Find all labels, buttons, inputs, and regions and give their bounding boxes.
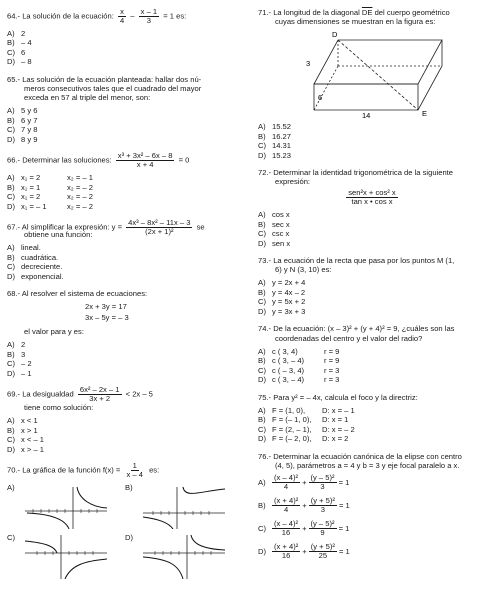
- question-66: [7, 152, 239, 211]
- option-d[interactable]: D) 8 y 9: [7, 134, 38, 144]
- options: [7, 416, 239, 454]
- fraction: $\frac{\text{sen²x + cos² x}}{\text{tan x • cos x}}$: [348, 188, 396, 207]
- question-stem: 67.- Al simplificar la expresión: y = $\frac{\text{4x³ – 8x² – 11x – 3}}{\text{(2x + 1)²}}$ se obtiene una función:: [7, 218, 205, 239]
- option-d[interactable]: D) – 8: [7, 57, 32, 67]
- height-label: 3: [306, 59, 311, 69]
- option-c[interactable]: C) 14.31: [258, 141, 292, 151]
- option-b[interactable]: B) 6 y 7: [7, 115, 38, 125]
- length-label: 14: [362, 111, 371, 119]
- option-c[interactable]: C) x₁ = 2 x₂ = – 2: [7, 192, 93, 202]
- left-column: [7, 8, 239, 587]
- question-74: [258, 324, 486, 384]
- vertex-e-label: E: [422, 109, 428, 119]
- fraction: $\frac{x}{4}$: [119, 7, 125, 25]
- hyperbola-graph-c: [21, 533, 111, 579]
- question-71: [258, 8, 486, 160]
- option-d[interactable]: D) y = 3x + 3: [258, 306, 306, 316]
- option-b[interactable]: B) sec x: [258, 219, 290, 229]
- question-stem: 74.- De la ecuación: (x – 3)² + (y + 4)² = 9, ¿cuáles son las coordenadas del centro y el valor del radio?: [258, 324, 455, 343]
- option-c[interactable]: C) decreciente.: [7, 262, 63, 272]
- hyperbola-graph-a: [21, 483, 111, 529]
- option-b[interactable]: B) 16.27: [258, 131, 292, 141]
- option-b[interactable]: B): [125, 483, 233, 529]
- option-c[interactable]: C) csc x: [258, 229, 290, 239]
- hyperbola-graph-b: [139, 483, 229, 529]
- option-d[interactable]: D) $\frac{\text{(x + 4)²}}{16}$ + $\frac{\text{(y + 5)²}}{25}$ = 1: [258, 541, 350, 560]
- question-stem: 70.- La gráfica de la función f(x) = $\frac{1}{x - 4}$ es:: [7, 461, 160, 480]
- question-stem: 75.- Para y² = – 4x, calcula el foco y la directriz:: [258, 392, 418, 402]
- option-c[interactable]: C) – 2: [7, 359, 32, 369]
- graph-options: [7, 483, 239, 579]
- fraction: $\frac{\text{4x³ – 8x² – 11x – 3}}{\text{(2x + 1)²}}$: [128, 218, 191, 236]
- option-a[interactable]: A) 15.52: [258, 122, 292, 132]
- option-a[interactable]: A): [7, 483, 115, 529]
- option-c[interactable]: C) x < – 1: [7, 435, 45, 445]
- question-76: [258, 452, 486, 560]
- options: [258, 278, 486, 316]
- question-stem: 73.- La ecuación de la recta que pasa por los puntos M (1, 6) y N (3, 10) es:: [258, 256, 455, 275]
- options: [258, 210, 486, 248]
- option-b[interactable]: B) x > 1: [7, 425, 38, 435]
- options: [258, 122, 486, 160]
- question-69: [7, 386, 239, 454]
- option-c[interactable]: C): [7, 533, 115, 579]
- options: [7, 243, 239, 281]
- option-d[interactable]: D) x₁ = – 1 x₂ = – 2: [7, 201, 93, 211]
- option-c[interactable]: C) 6: [7, 47, 26, 57]
- options: [7, 340, 239, 378]
- equation-system: 2x + 3y = 17 3x – 5y = – 3: [85, 302, 129, 322]
- prism-figure: [298, 28, 492, 118]
- option-d[interactable]: D): [125, 533, 233, 579]
- question-73: [258, 256, 486, 316]
- fraction: $\frac{1}{x - 4}$: [126, 461, 143, 480]
- option-c[interactable]: C) F = (2, – 1), D: x = – 2: [258, 424, 355, 434]
- fraction: $\frac{\text{x³ + 3x² – 6x – 8}}{x + 4}$: [117, 151, 173, 170]
- question-72: [258, 168, 486, 248]
- option-d[interactable]: D) exponencial.: [7, 271, 64, 281]
- vertex-d-label: D: [332, 30, 338, 40]
- option-b[interactable]: B) y = 4x – 2: [258, 287, 306, 297]
- option-d[interactable]: D) sen x: [258, 238, 291, 248]
- option-a[interactable]: A) 2: [7, 340, 26, 350]
- option-d[interactable]: D) F = (– 2, 0), D: x = 2: [258, 434, 349, 444]
- option-c[interactable]: C) c ( – 3, 4) r = 3: [258, 365, 340, 375]
- option-a[interactable]: A) x < 1: [7, 416, 38, 426]
- question-67: [7, 219, 239, 281]
- option-a[interactable]: A) 2: [7, 28, 26, 38]
- question-stem: 66.- Determinar las soluciones: $\frac{\text{x³ + 3x² – 6x – 8}}{x + 4}$ = 0: [7, 151, 190, 170]
- option-b[interactable]: B) c ( 3, – 4) r = 9: [258, 356, 340, 366]
- option-c[interactable]: C) y = 5x + 2: [258, 297, 306, 307]
- option-a[interactable]: A) cos x: [258, 210, 290, 220]
- options: [258, 406, 486, 444]
- option-b[interactable]: B) – 4: [7, 38, 32, 48]
- option-c[interactable]: C) $\frac{\text{(x – 4)²}}{16}$ + $\frac{\text{(y – 5)²}}{9}$ = 1: [258, 518, 350, 537]
- option-a[interactable]: A) F = (1, 0), D: x = – 1: [258, 405, 355, 415]
- option-b[interactable]: B) cuadrática.: [7, 252, 59, 262]
- options: [7, 106, 239, 144]
- fraction: $\frac{\text{6x² – 2x – 1}}{3x + 2}$: [79, 385, 120, 404]
- options: [7, 173, 239, 211]
- option-a[interactable]: A) 5 y 6: [7, 106, 38, 116]
- hyperbola-graph-d: [139, 533, 229, 579]
- question-stem: 64.- La solución de la ecuación: $\frac{x}{4}$ – $\frac{x - 1}{3}$ = 1 es:: [7, 7, 187, 25]
- option-b[interactable]: B) x₁ = 1 x₂ = – 2: [7, 182, 93, 192]
- question-75: [258, 393, 486, 444]
- question-70: [7, 462, 239, 579]
- option-a[interactable]: A) $\frac{\text{(x – 4)²}}{4}$ + $\frac{\text{(y – 5)²}}{3}$ = 1: [258, 472, 350, 491]
- option-b[interactable]: B) 3: [7, 349, 26, 359]
- option-b[interactable]: B) F = (– 1, 0), D: x = 1: [258, 415, 349, 425]
- width-label: 6: [318, 93, 323, 103]
- option-d[interactable]: D) – 1: [7, 368, 32, 378]
- option-b[interactable]: B) $\frac{\text{(x + 4)²}}{4}$ + $\frac{\text{(y + 5)²}}{3}$ = 1: [258, 495, 350, 514]
- question-stem: 68.- Al resolver el sistema de ecuaciones: 2x + 3y = 17 3x – 5y = – 3 el valor para y es:: [7, 289, 239, 336]
- option-a[interactable]: A) x₁ = 2 x₂ = – 1: [7, 173, 93, 183]
- option-a[interactable]: A) y = 2x + 4: [258, 278, 306, 288]
- option-c[interactable]: C) 7 y 8: [7, 125, 38, 135]
- question-stem: 72.- Determinar la identidad trigonométrica de la siguiente expresión: $\frac{\text{sen²x + cos² x}}{\text{tan x • cos x}}$: [258, 168, 454, 207]
- options: [258, 474, 486, 560]
- option-a[interactable]: A) c ( 3, 4) r = 9: [258, 346, 340, 356]
- option-a[interactable]: A) lineal.: [7, 243, 41, 253]
- options: [7, 29, 239, 67]
- question-stem: 71.- La longitud de la diagonal $\overline{DE}$ del cuerpo geométrico cuyas dimensiones se muestran en la figura es:: [258, 8, 450, 27]
- question-68: [7, 289, 239, 378]
- options: [258, 347, 486, 385]
- fraction: $\frac{x - 1}{3}$: [140, 7, 158, 25]
- question-stem: 76.- Determinar la ecuación canónica de la elipse con centro (4, 5), parámetros a = 4 y b = 3 y eje focal paralelo a x.: [258, 451, 462, 470]
- question-stem: 69.- La desigualdad $\frac{\text{6x² – 2x – 1}}{3x + 2}$ < 2x – 5 tiene como solución:: [7, 385, 153, 413]
- right-column: [258, 8, 486, 568]
- option-d[interactable]: D) c ( 3, – 4) r = 3: [258, 375, 340, 385]
- question-65: [7, 75, 239, 144]
- option-d[interactable]: D) 15.23: [258, 150, 292, 160]
- question-64: [7, 8, 239, 67]
- option-d[interactable]: D) x > – 1: [7, 444, 45, 454]
- question-stem: 65.- Las solución de la ecuación planteada: hallar dos nú- meros consecutivos tales que el cuadrado del mayor exceda en 57 al triple del menor, son:: [7, 74, 202, 103]
